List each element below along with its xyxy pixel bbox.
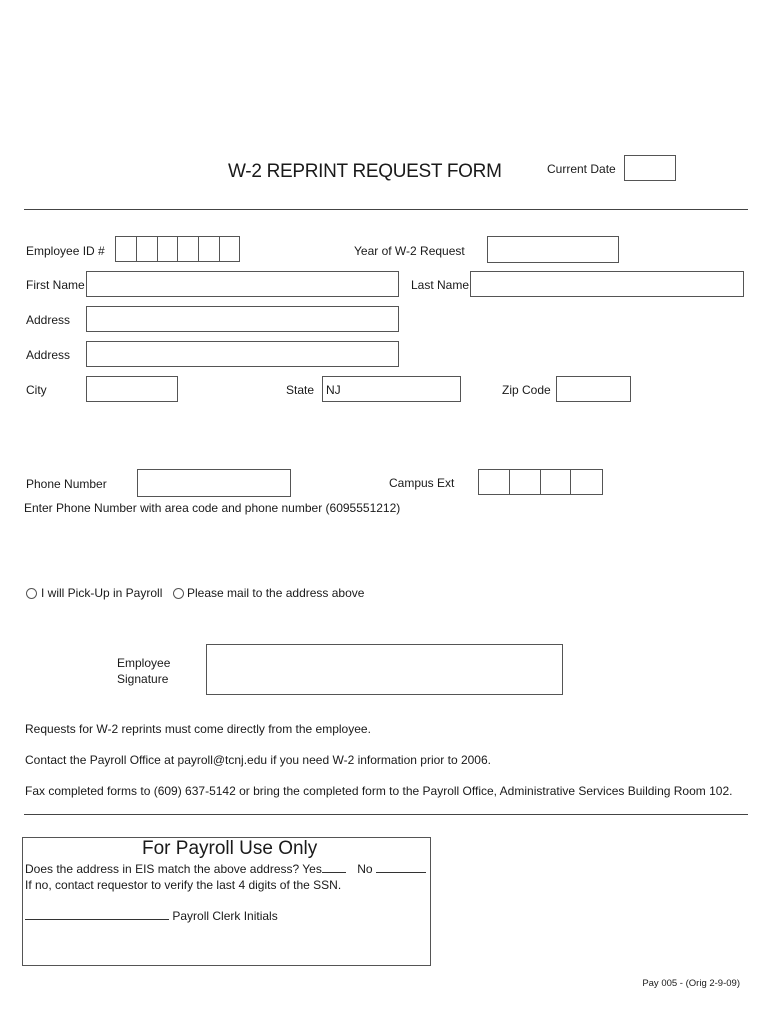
payroll-question [25,862,426,876]
employee-id-digit[interactable] [158,237,179,261]
mail-radio[interactable] [173,588,184,599]
first-name-input[interactable] [86,271,399,297]
signature-box[interactable] [206,644,563,695]
zip-label: Zip Code [502,383,551,397]
phone-input[interactable] [137,469,291,497]
current-date-label: Current Date [547,162,616,176]
address1-label: Address [26,313,71,327]
phone-label: Phone Number [26,477,107,491]
payroll-question-text: Does the address in EIS match the above address? Yes [25,862,322,876]
note-requests: Requests for W-2 reprints must come directly from the employee. [25,722,371,736]
phone-hint: Enter Phone Number with area code and phone number (6095551212) [24,501,401,515]
employee-id-digit[interactable] [220,237,240,261]
clerk-initials-line [25,909,278,923]
city-input[interactable] [86,376,178,402]
city-label: City [26,383,47,397]
employee-id-digit[interactable] [178,237,199,261]
address2-label: Address [26,348,71,362]
campus-ext-input[interactable] [478,469,603,495]
form-footer: Pay 005 - (Orig 2-9-09) [642,978,740,989]
header-divider [24,209,748,210]
address2-input[interactable] [86,341,399,367]
no-blank[interactable] [376,862,426,873]
last-name-input[interactable] [470,271,744,297]
note-contact: Contact the Payroll Office at payroll@tcnj.edu if you need W-2 information prior to 2006. [25,753,491,767]
signature-label-line2: Signature [117,672,169,686]
campus-ext-label: Campus Ext [389,476,455,490]
clerk-initials-blank[interactable] [25,909,169,920]
pickup-radio[interactable] [26,588,37,599]
employee-id-label: Employee ID # [26,244,105,258]
state-label: State [286,383,315,397]
campus-ext-digit[interactable] [571,470,603,494]
zip-input[interactable] [556,376,631,402]
payroll-instruction: If no, contact requestor to verify the last 4 digits of the SSN. [25,878,342,892]
yes-blank[interactable] [322,862,346,873]
employee-id-digit[interactable] [137,237,158,261]
address1-input[interactable] [86,306,399,332]
current-date-input[interactable] [624,155,676,181]
last-name-label: Last Name [411,278,470,292]
campus-ext-digit[interactable] [479,470,510,494]
employee-id-digit[interactable] [199,237,220,261]
mail-label[interactable]: Please mail to the address above [187,586,365,600]
state-input[interactable] [322,376,461,402]
year-input[interactable] [487,236,619,263]
payroll-no-label: No [357,862,373,876]
campus-ext-digit[interactable] [541,470,572,494]
employee-id-input[interactable] [115,236,240,262]
campus-ext-digit[interactable] [510,470,541,494]
notes-divider [24,814,748,815]
clerk-initials-label: Payroll Clerk Initials [172,909,278,923]
note-fax: Fax completed forms to (609) 637-5142 or bring the completed form to the Payroll Office, Administrative Services Building Room 102. [25,784,733,798]
employee-id-digit[interactable] [116,237,137,261]
pickup-label[interactable]: I will Pick-Up in Payroll [41,586,163,600]
form-title: W-2 REPRINT REQUEST FORM [228,161,502,182]
year-label: Year of W-2 Request [354,244,465,258]
state-value: NJ [326,383,341,397]
signature-label-line1: Employee [117,656,171,670]
payroll-title: For Payroll Use Only [142,838,318,859]
first-name-label: First Name [26,278,85,292]
